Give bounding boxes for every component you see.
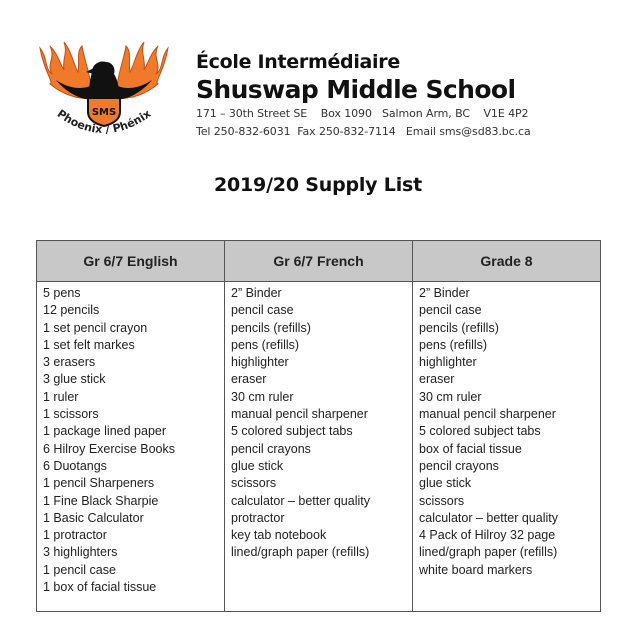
- column-gr67-english-items: [37, 282, 225, 612]
- list-item: glue stick: [419, 476, 472, 491]
- list-item: 3 highlighters: [43, 545, 118, 560]
- list-item: 3 glue stick: [43, 372, 106, 387]
- table-header-row: [37, 241, 601, 282]
- address-line: 171 – 30th Street SE Box 1090 Salmon Arm, BC V1E 4P2: [196, 107, 529, 120]
- list-item: manual pencil sharpener: [419, 407, 556, 422]
- list-item: 1 set pencil crayon: [43, 320, 148, 335]
- phoenix-logo-icon: [34, 28, 174, 146]
- list-item: 6 Hilroy Exercise Books: [43, 441, 175, 456]
- list-item: 1 pencil Sharpeners: [43, 476, 155, 491]
- list-item: pens (refills): [419, 337, 488, 352]
- list-item: 1 package lined paper: [43, 424, 167, 439]
- list-item: pens (refills): [231, 337, 300, 352]
- column-header-gr67-french: Gr 6/7 French: [225, 241, 413, 282]
- list-item: 30 cm ruler: [231, 389, 294, 404]
- table-body-row: [37, 282, 601, 612]
- school-header: [196, 50, 531, 141]
- list-item: calculator – better quality: [419, 510, 558, 525]
- list-item: pencils (refills): [419, 320, 499, 335]
- school-logo: [34, 28, 174, 146]
- list-item: 5 colored subject tabs: [231, 424, 353, 439]
- list-item: highlighter: [231, 355, 289, 370]
- list-item: 5 colored subject tabs: [419, 424, 541, 439]
- list-item: 1 pencil case: [43, 562, 116, 577]
- column-header-grade8: Grade 8: [413, 241, 601, 282]
- list-item: calculator – better quality: [231, 493, 370, 508]
- list-item: 1 ruler: [43, 389, 79, 404]
- list-item: 3 erasers: [43, 355, 96, 370]
- list-item: 1 box of facial tissue: [43, 580, 157, 595]
- list-item: pencil case: [419, 303, 482, 318]
- list-item: highlighter: [419, 355, 477, 370]
- list-item: scissors: [419, 493, 465, 508]
- column-header-gr67-english: Gr 6/7 English: [37, 241, 225, 282]
- list-item: protractor: [231, 510, 285, 525]
- list-item: 1 Fine Black Sharpie: [43, 493, 159, 508]
- list-item: key tab notebook: [231, 528, 327, 543]
- list-item: 4 Pack of Hilroy 32 page: [419, 528, 556, 543]
- list-item: lined/graph paper (refills): [419, 545, 558, 560]
- list-item: eraser: [231, 372, 267, 387]
- contact-line: Tel 250-832-6031 Fax 250-832-7114 Email sms@sd83.bc.ca: [196, 125, 531, 138]
- list-item: 12 pencils: [43, 303, 100, 318]
- column-grade8-items: [413, 282, 601, 612]
- school-name-fr: École Intermédiaire: [196, 51, 400, 73]
- list-item: eraser: [419, 372, 455, 387]
- list-item: 1 Basic Calculator: [43, 510, 144, 525]
- column-gr67-french-items: [225, 282, 413, 612]
- list-item: pencils (refills): [231, 320, 311, 335]
- list-item: 1 set felt markes: [43, 337, 135, 352]
- list-item: 1 scissors: [43, 407, 99, 422]
- document-title: 2019/20 Supply List: [213, 174, 422, 196]
- logo-caption: Phoenix / Phénix: [54, 107, 154, 137]
- list-item: pencil crayons: [419, 458, 499, 473]
- school-name-en: Shuswap Middle School: [196, 75, 516, 104]
- list-item: 30 cm ruler: [419, 389, 482, 404]
- list-item: 5 pens: [43, 286, 81, 300]
- list-item: 2” Binder: [419, 286, 470, 300]
- list-item: 6 Duotangs: [43, 458, 107, 473]
- list-item: box of facial tissue: [419, 441, 522, 456]
- list-item: pencil crayons: [231, 441, 311, 456]
- list-item: lined/graph paper (refills): [231, 545, 370, 560]
- list-item: manual pencil sharpener: [231, 407, 368, 422]
- svg-text:SMS: SMS: [91, 107, 117, 118]
- supply-list-table: [36, 240, 601, 612]
- list-item: pencil case: [231, 303, 294, 318]
- list-item: scissors: [231, 476, 277, 491]
- list-item: 1 protractor: [43, 528, 107, 543]
- list-item: glue stick: [231, 458, 284, 473]
- list-item: 2” Binder: [231, 286, 282, 300]
- list-item: white board markers: [419, 562, 533, 577]
